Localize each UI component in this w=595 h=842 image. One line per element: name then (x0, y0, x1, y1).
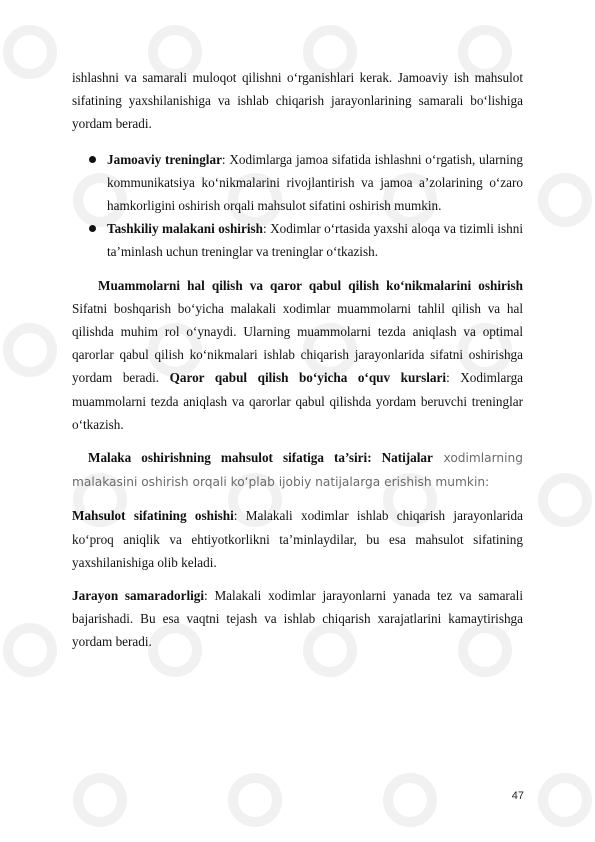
bullet-list (72, 148, 523, 264)
list-item (72, 148, 523, 218)
list-item (72, 217, 523, 263)
page-number: 47 (511, 790, 524, 802)
list-item-term: Jamoaviy treninglar (107, 151, 222, 167)
bullet-icon (89, 225, 96, 232)
paragraph-text: : Malakali xodimlar ishlab chiqarish jarayonlarida ko‘proq aniqlik va ehtiyotkorlikni ta’minlaydilar, bu esa mahsulot sifatining yaxshilanishiga olib keladi. (72, 508, 523, 570)
page-body (72, 66, 523, 654)
section-heading: Malaka oshirishning mahsulot sifatiga ta’siri: Natijalar (88, 450, 433, 466)
inline-term: Jarayon samaradorligi (72, 588, 205, 604)
inline-term: Mahsulot sifatining oshishi (72, 508, 234, 524)
section-heading: Muammolarni hal qilish va qaror qabul qilish ko‘nikmalarini oshirish (98, 277, 523, 293)
bullet-icon (89, 156, 96, 163)
list-item-text: : Xodimlar o‘rtasida yaxshi aloqa va tizimli ishni ta’minlash uchun treninglar va treninglar o‘tkazish. (107, 221, 523, 260)
paragraph-text: : Malakali xodimlar jarayonlarni yanada tez va samarali bajarishadi. Bu esa vaqtni tejash va ishlab chiqarish xarajatlarini kamaytirishga yordam beradi. (72, 588, 523, 650)
paragraph-problem-solving (72, 274, 523, 436)
paragraph-text: : Xodimlarga muammolarni tezda aniqlash va qarorlar qabul qilishda yordam beruvchi treninglar o‘tkazish. (72, 370, 524, 432)
paragraph-quality (72, 504, 523, 574)
paragraph-efficiency (72, 584, 523, 654)
list-item-term: Tashkiliy malakani oshirish (107, 221, 263, 237)
paragraph-text: Sifatni boshqarish bo‘yicha malakali xodimlar muammolarni tahlil qilish va hal qilishda muhim rol o‘ynaydi. Ularning muammolarni tezda aniqlash va optimal qarorlar qabul qilish ko‘nikmalari ishlab chiqarish jarayonlarida sifatni oshirishga yordam beradi. (72, 300, 523, 386)
inline-term: Qaror qabul qilish bo‘yicha o‘quv kurslari (169, 370, 447, 386)
paragraph-text: xodimlarning malakasini oshirish orqali ko‘plab ijobiy natijalarga erishish mumkin: (72, 451, 523, 490)
list-item-text: : Xodimlarga jamoa sifatida ishlashni o‘rgatish, ularning kommunikatsiya ko‘nikmalarini rivojlantirish va jamoa a’zolarining o‘zaro hamkorligini oshirish orqali mahsulot sifatini oshirish mumkin. (107, 151, 523, 214)
paragraph-results (72, 446, 523, 494)
paragraph-intro: ishlashni va samarali muloqot qilishni o‘rganishlari kerak. Jamoaviy ish mahsulot sifatining yaxshilanishiga va ishlab chiqarish jarayonlarining samarali bo‘lishiga yordam beradi. (72, 70, 523, 132)
